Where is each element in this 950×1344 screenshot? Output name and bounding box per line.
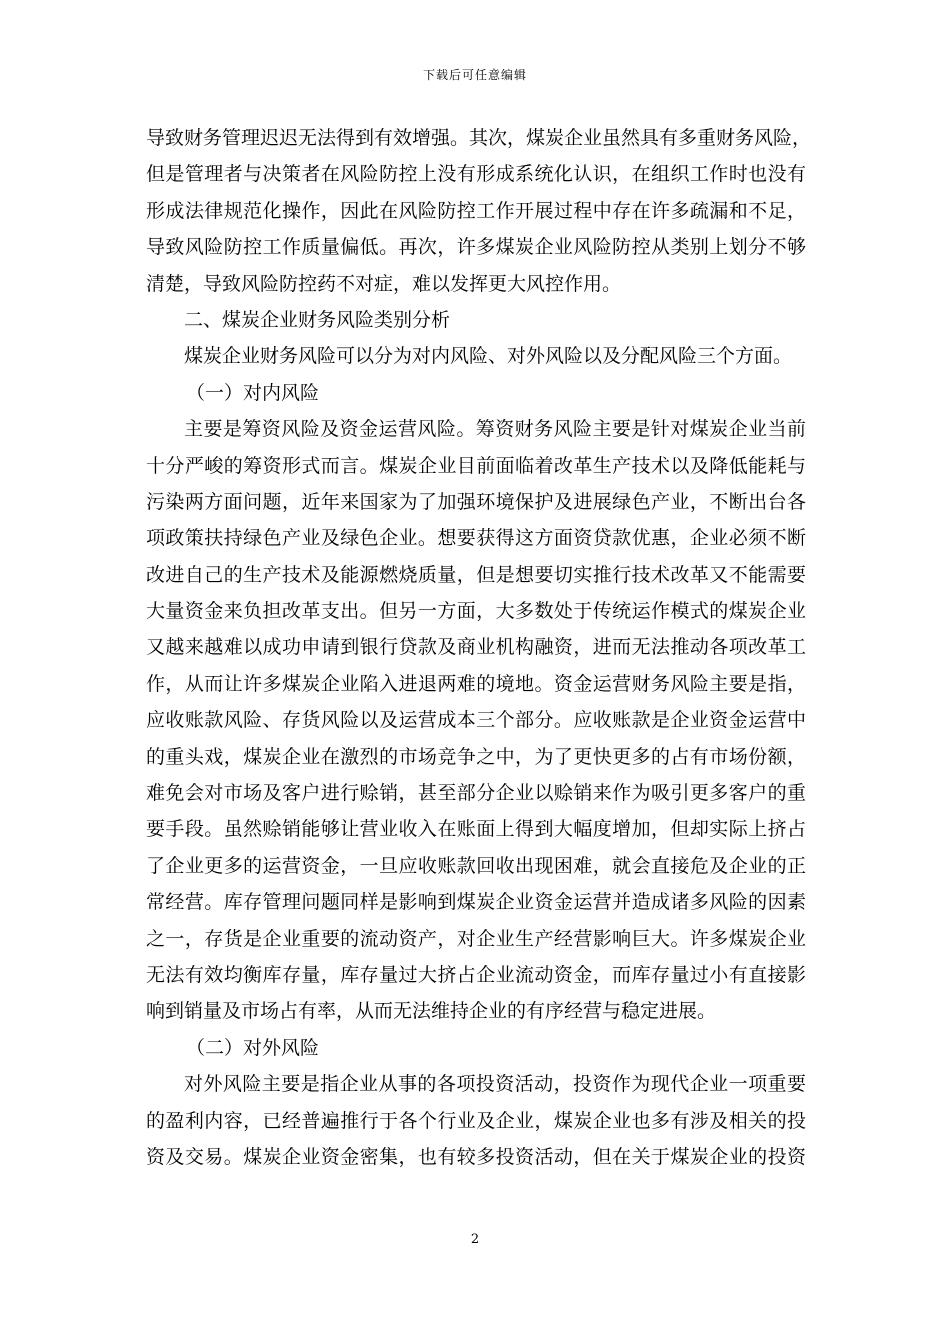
paragraph-line: 应收账款风险、存货风险以及运营成本三个部分。应收账款是企业资金运营中 — [146, 709, 806, 732]
paragraph-line: 的重头戏，煤炭企业在激烈的市场竞争之中，为了更快更多的占有市场份额， — [146, 745, 806, 768]
paragraph-line: 改进自己的生产技术及能源燃烧质量，但是想要切实推行技术改革又不能需要 — [146, 563, 806, 586]
paragraph-line: 无法有效均衡库存量，库存量过大挤占企业流动资金，而库存量过小有直接影 — [146, 963, 806, 986]
paragraph-line: 污染两方面问题，近年来国家为了加强环境保护及进展绿色产业，不断出台各 — [146, 490, 806, 513]
paragraph-line: 了企业更多的运营资金，一旦应收账款回收出现困难，就会直接危及企业的正 — [146, 854, 806, 877]
paragraph-line: 项政策扶持绿色产业及绿色企业。想要获得这方面资贷款优惠，企业必须不断 — [146, 527, 806, 550]
subsection-heading: （一）对内风险 — [186, 381, 320, 404]
paragraph-line: 大量资金来负担改革支出。但另一方面，大多数处于传统运作模式的煤炭企业 — [146, 600, 806, 623]
paragraph-line: 作，从而让许多煤炭企业陷入进退两难的境地。资金运营财务风险主要是指， — [146, 672, 806, 695]
paragraph-line: 的盈利内容，已经普遍推行于各个行业及企业，煤炭企业也多有涉及相关的投 — [146, 1109, 806, 1132]
paragraph-line: 主要是筹资风险及资金运营风险。筹资财务风险主要是针对煤炭企业当前 — [184, 418, 806, 441]
paragraph-line: 导致财务管理迟迟无法得到有效增强。其次，煤炭企业虽然具有多重财务风险， — [146, 127, 812, 149]
paragraph-line: 要手段。虽然赊销能够让营业收入在账面上得到大幅度增加，但却实际上挤占 — [146, 818, 806, 841]
section-heading: 二、煤炭企业财务风险类别分析 — [184, 308, 451, 331]
subsection-heading: （二）对外风险 — [186, 1036, 320, 1059]
document-body — [146, 120, 812, 1175]
paragraph-line: 难免会对市场及客户进行赊销，甚至部分企业以赊销来作为吸引更多客户的重 — [146, 782, 806, 805]
paragraph-line: 形成法律规范化操作，因此在风险防控工作开展过程中存在许多疏漏和不足， — [146, 199, 806, 222]
paragraph-line: 资及交易。煤炭企业资金密集，也有较多投资活动，但在关于煤炭企业的投资 — [146, 1145, 806, 1168]
paragraph-line: 清楚，导致风险防控药不对症，难以发挥更大风控作用。 — [146, 272, 622, 295]
paragraph-line: 十分严峻的筹资形式而言。煤炭企业目前面临着改革生产技术以及降低能耗与 — [146, 454, 806, 477]
page-number: 2 — [470, 1232, 480, 1247]
paragraph-line: 但是管理者与决策者在风险防控上没有形成系统化认识，在组织工作时也没有 — [146, 163, 806, 186]
paragraph-line: 响到销量及市场占有率，从而无法维持企业的有序经营与稳定进展。 — [146, 1000, 717, 1023]
paragraph-line: 之一，存货是企业重要的流动资产，对企业生产经营影响巨大。许多煤炭企业 — [146, 927, 806, 950]
paragraph-line: 又越来越难以成功申请到银行贷款及商业机构融资，进而无法推动各项改革工 — [146, 636, 806, 659]
page-header: 下载后可任意编辑 — [422, 68, 527, 82]
paragraph-line: 常经营。库存管理问题同样是影响到煤炭企业资金运营并造成诸多风险的因素 — [146, 891, 806, 914]
paragraph-line: 导致风险防控工作质量偏低。再次，许多煤炭企业风险防控从类别上划分不够 — [146, 236, 806, 259]
paragraph-line: 对外风险主要是指企业从事的各项投资活动，投资作为现代企业一项重要 — [184, 1073, 806, 1096]
paragraph-line: 煤炭企业财务风险可以分为对内风险、对外风险以及分配风险三个方面。 — [184, 345, 793, 368]
